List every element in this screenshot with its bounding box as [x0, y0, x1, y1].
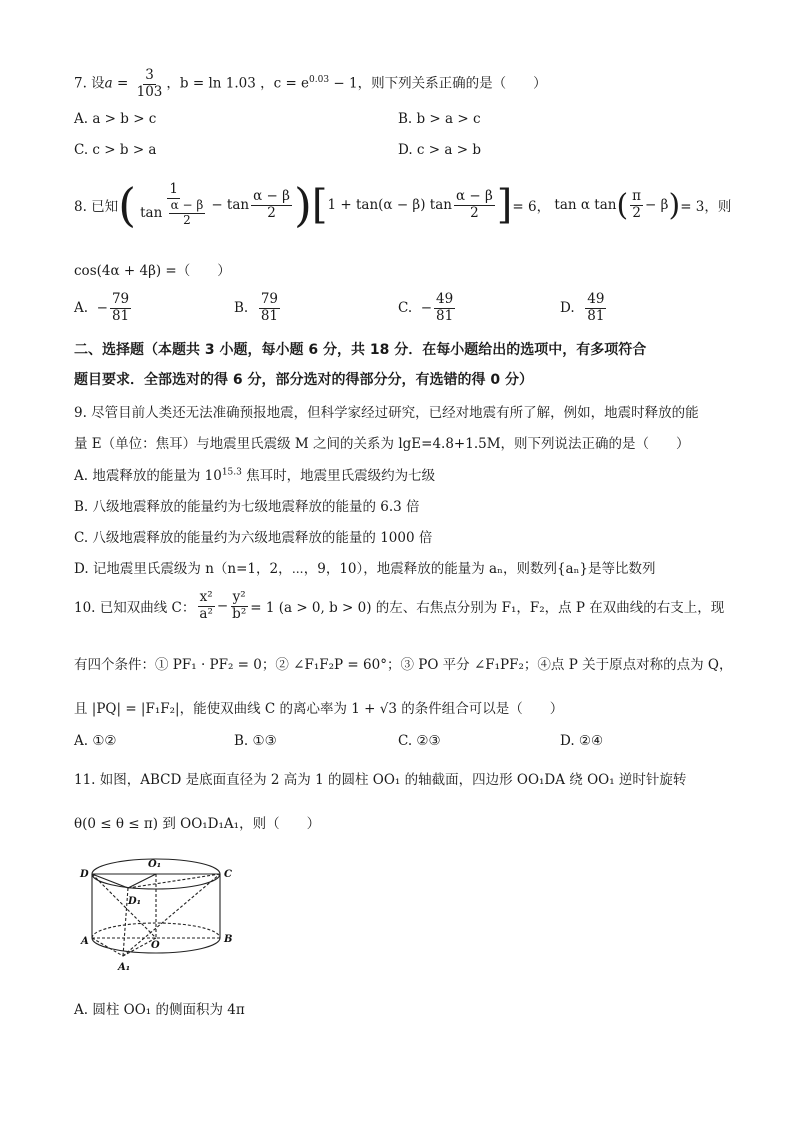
label-C: C	[224, 869, 232, 880]
q10-stem-line1: 10. 已知双曲线 C： x² a² − $\frac{\text{y²}}{\text{b²}}$ = 1 (a > 0, b > 0) 的左、右焦点分别为 F₁，F₂，点 P 在双曲线的右支上，现	[74, 589, 725, 622]
diag-A1C	[123, 874, 220, 956]
q10-stem-line2: 有四个条件：① PF₁ · PF₂ = 0；② ∠F₁F₂P = 60°；③ PO 平分 ∠F₁PF₂；④点 P 关于原点对称的点为 Q，	[74, 657, 733, 673]
edge-AA1	[92, 938, 123, 956]
q10-option-c: C. ②③	[398, 733, 441, 749]
q7-stem: 7. 设a = $\frac{3}{103}$ ，b = ln 1.03 ，$c = e^{0.03} - 1$，则下列关系正确的是（ ）	[74, 67, 547, 100]
label-O: O	[151, 940, 160, 951]
label-O1: O₁	[148, 859, 162, 870]
label-A1: A₁	[118, 962, 131, 973]
q9-stem-line2: 量 E（单位：焦耳）与地震里氏震级 M 之间的关系为 lgE=4.8+1.5M，则下列说法正确的是（ ）	[74, 436, 690, 452]
q7-option-b: B. b > a > c	[398, 111, 481, 127]
q8-option-c: C. − $\frac{49}{81}$	[398, 291, 454, 324]
label-D: D	[80, 869, 89, 880]
cylinder-figure	[78, 852, 248, 976]
q11-option-a: A. 圆柱 OO₁ 的侧面积为 4π	[74, 1002, 245, 1018]
q9-stem-line1: 9. 尽管目前人类还无法准确预报地震，但科学家经过研究，已经对地震有所了解，例如，地震时释放的能	[74, 405, 699, 421]
section-heading-line2: 题目要求．全部选对的得 6 分，部分选对的得部分分，有选错的得 0 分）	[74, 372, 533, 388]
diag-DO	[92, 874, 156, 938]
section-heading-line1: 二、选择题（本题共 3 小题，每小题 6 分，共 18 分．在每小题给出的选项中，有多项符合	[74, 342, 647, 358]
q10-stem-line3: 且 |PQ| = |F₁F₂|，能使双曲线 C 的离心率为 1 + √3 的条件组合可以是（ ）	[74, 701, 564, 717]
q7-option-c: C. c > b > a	[74, 142, 157, 158]
label-D1: D₁	[128, 896, 142, 907]
edge-O1D1	[128, 874, 156, 888]
q10-option-d: D. ②④	[560, 733, 604, 749]
q9-option-b: B. 八级地震释放的能量约为七级地震释放的能量的 6.3 倍	[74, 499, 420, 515]
q10-option-b: B. ①③	[234, 733, 277, 749]
q9-option-d: D. 记地震里氏震级为 n（n=1，2，⋯，9，10），地震释放的能量为 aₙ，则数列{aₙ}是等比数列	[74, 561, 656, 577]
q8-stem: 8. 已知 ( 1 tan $\frac{\alpha - \beta}{2}$ − tan α − β 2 ) [ 1 + tan(α − β) tan α − β 2 ] = 6， tan α tan ( π 2 − β ) = 3，则	[74, 178, 732, 232]
q8-option-b: B. 79 81	[234, 291, 278, 324]
edge-DD1	[92, 874, 128, 888]
q11-stem-line1: 11. 如图，ABCD 是底面直径为 2 高为 1 的圆柱 OO₁ 的轴截面，四边形 OO₁DA 绕 OO₁ 逆时针旋转	[74, 772, 687, 788]
q8-option-d: D. 49 81	[560, 291, 605, 324]
q7-option-a: A. a > b > c	[74, 111, 157, 127]
q11-stem-line2: θ(0 ≤ θ ≤ π) 到 OO₁D₁A₁，则（ ）	[74, 816, 321, 832]
q8-ask: cos(4α + 4β) =（ ）	[74, 263, 231, 279]
q7-option-d: D. c > a > b	[398, 142, 481, 158]
label-B: B	[224, 934, 233, 945]
q9-option-a: A. 地震释放的能量为 $10^{15.3}$ 焦耳时，地震里氏震级约为七级	[74, 467, 436, 484]
q10-option-a: A. ①②	[74, 733, 117, 749]
q8-option-a: A. − $\frac{79}{81}$	[74, 291, 130, 324]
label-A: A	[81, 936, 89, 947]
q9-option-c: C. 八级地震释放的能量约为六级地震释放的能量的 1000 倍	[74, 530, 433, 546]
